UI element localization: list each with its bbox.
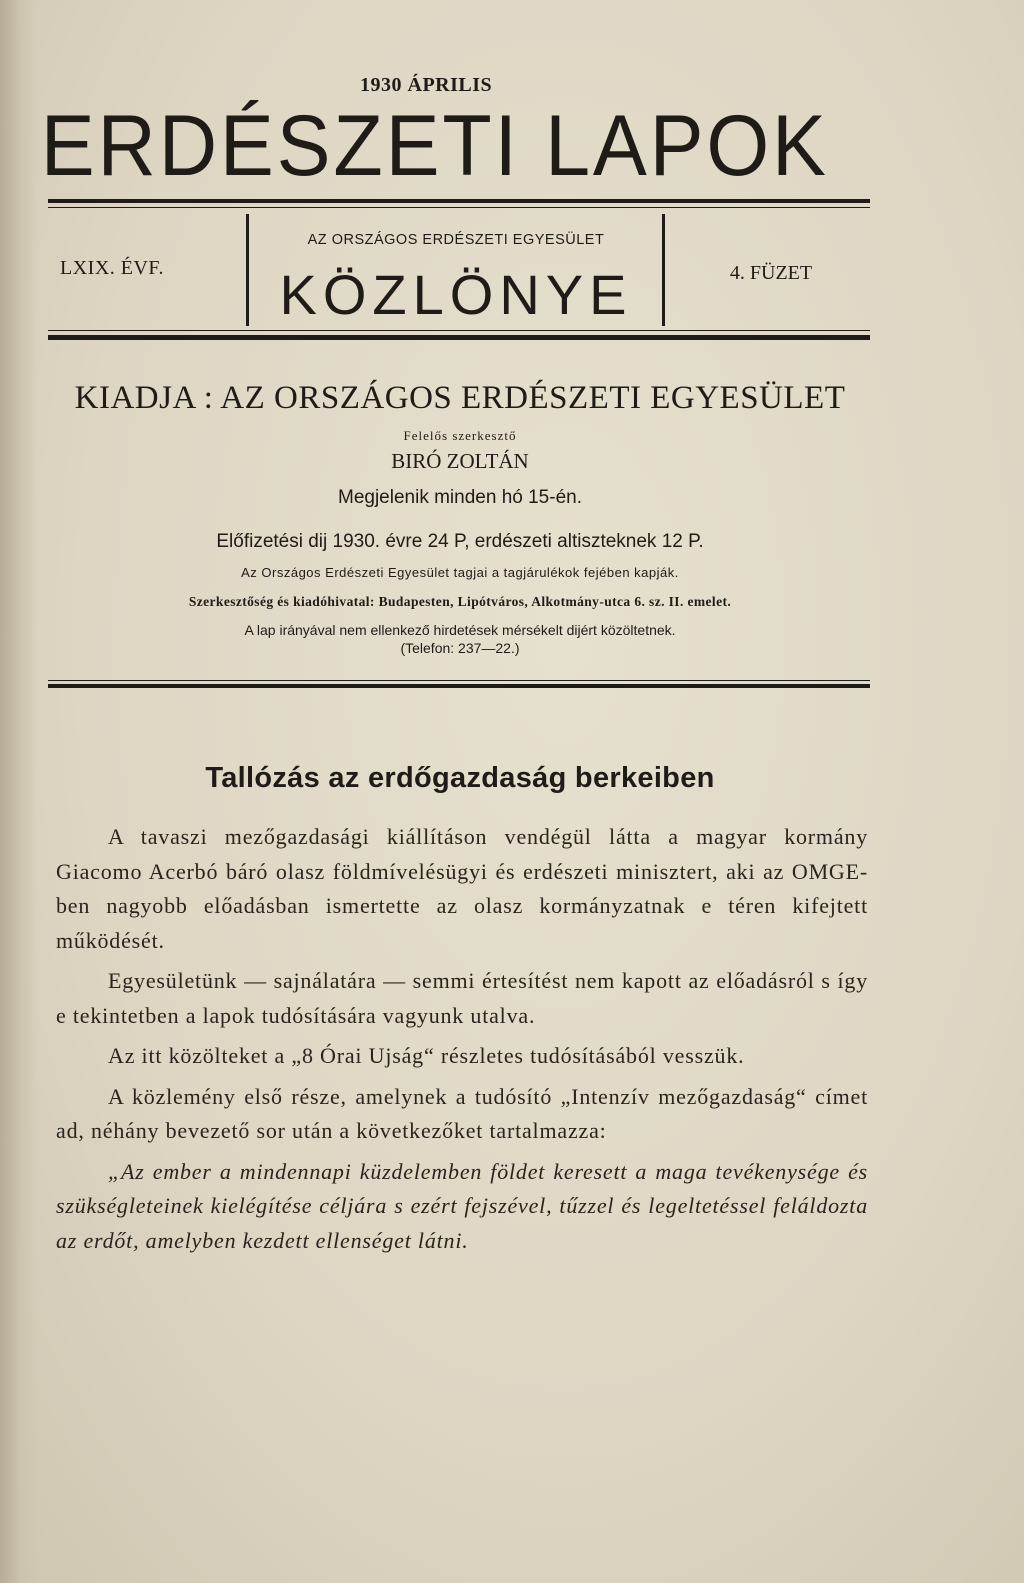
binding-shadow <box>0 0 38 1583</box>
masthead-rule-bottom <box>48 335 870 340</box>
article-paragraph: A közlemény első része, amelynek a tudósító „Intenzív mezőgazdaság“ címet ad, néhány bevezető sor után a következőket tartalmazza: <box>56 1083 868 1143</box>
article-quote: „Az ember a mindennapi küzdelemben földet keresett a maga tevékenysége és szükségleteinek kielégítése céljára s ezért fejszével, tűzzel és legeltetéssel feláldozta az erdőt, amelyben kezdett ellenséget látni. <box>56 1158 868 1253</box>
article-headline: Tallózás az erdőgazdaság berkeiben <box>205 762 715 794</box>
masthead-rule-top-thin <box>48 207 870 208</box>
editor-label: Felelős szerkesztő <box>403 428 517 443</box>
bulletin-title: KÖZLÖNYE <box>279 263 633 326</box>
issue-date: 1930 ÁPRILIS <box>360 74 493 96</box>
article-paragraph: Egyesületünk — sajnálatára — semmi értesítést nem kapott az előadásról s így e tekintetben a lapok tudósítására vagyunk utalva. <box>56 968 868 1028</box>
office-address: Szerkesztőség és kiadóhivatal: Budapesten, Lipótváros, Alkotmány-utca 6. sz. II. emelet. <box>188 594 732 609</box>
bulletin-org-line: AZ ORSZÁGOS ERDÉSZETI EGYESÜLET <box>307 232 605 248</box>
publication-schedule: Megjelenik minden hó 15-én. <box>338 487 582 508</box>
volume-label: LXIX. ÉVF. <box>60 257 164 279</box>
publisher-line: KIADJA : AZ ORSZÁGOS ERDÉSZETI EGYESÜLET <box>74 380 846 416</box>
journal-title: ERDÉSZETI LAPOK <box>40 98 829 194</box>
imprint-rule-thin <box>48 680 870 681</box>
masthead-rule-top <box>48 199 870 203</box>
members-note: Az Országos Erdészeti Egyesület tagjai a tagjárulékok fejében kapják. <box>241 565 679 580</box>
article-paragraph: A tavaszi mezőgazdasági kiállításon vendégül látta a magyar kormány Giacomo Acerbó báró olasz földmívelésügyi és erdészeti minisztert, aki az OMGE-ben nagyobb előadásban ismertette az olasz kormányzatnak e téren kifejtett működését. <box>56 824 868 953</box>
telephone-number: (Telefon: 237—22.) <box>400 640 520 656</box>
article-body <box>56 820 868 1264</box>
advertising-note: A lap irányával nem ellenkező hirdetések mérsékelt dijért közöltetnek. <box>244 622 676 638</box>
subscription-price: Előfizetési dij 1930. évre 24 P, erdészeti altiszteknek 12 P. <box>216 531 704 552</box>
masthead-rule-bottom-thin <box>48 330 870 331</box>
imprint-rule <box>48 684 870 688</box>
issue-number-label: 4. FÜZET <box>729 262 813 284</box>
editor-name: BIRÓ ZOLTÁN <box>391 449 529 473</box>
article-paragraph: Az itt közölteket a „8 Órai Ujság“ részletes tudósításából vesszük. <box>108 1043 745 1068</box>
